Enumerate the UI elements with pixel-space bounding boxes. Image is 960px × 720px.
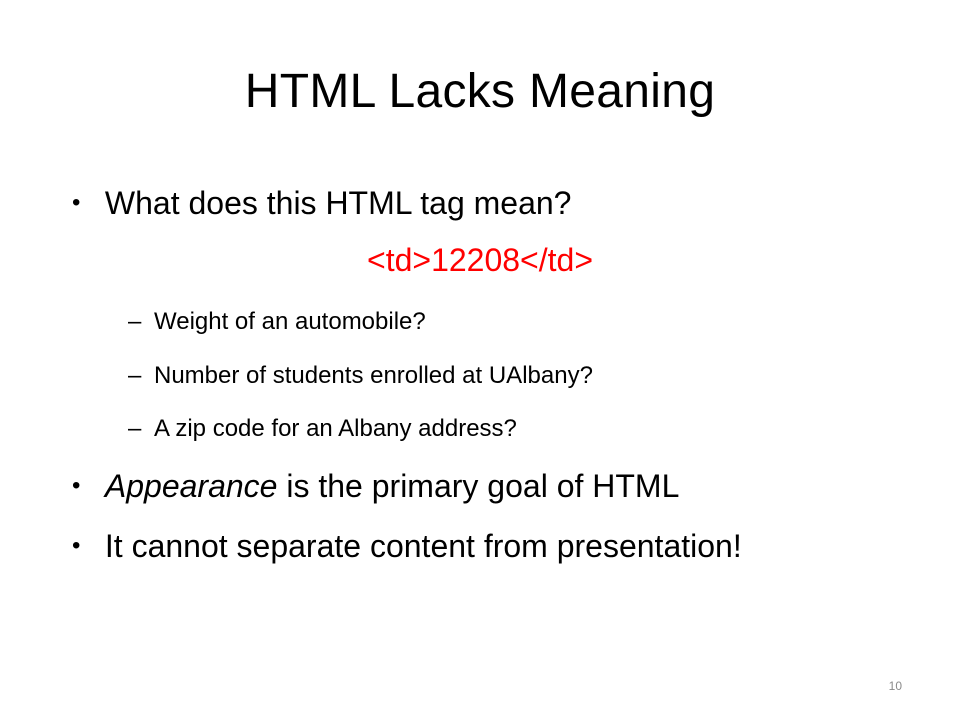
bullet-text: It cannot separate content from presentation! bbox=[104, 528, 742, 564]
dash-icon: – bbox=[128, 415, 142, 442]
bullet-text bbox=[105, 466, 679, 506]
bullet-item bbox=[72, 183, 571, 223]
code-value: 12208 bbox=[431, 242, 521, 278]
sub-bullet-text: Weight of an automobile? bbox=[154, 308, 426, 335]
dash-icon: – bbox=[128, 362, 142, 389]
dash-icon: – bbox=[128, 308, 142, 335]
code-close-tag: </td> bbox=[520, 242, 593, 278]
sub-bullet-item bbox=[128, 306, 426, 338]
bullet-text-rest: is the primary goal of HTML bbox=[277, 468, 680, 504]
emphasis-text: Appearance bbox=[104, 468, 278, 504]
sub-bullet-item bbox=[128, 360, 593, 392]
bullet-icon: • bbox=[72, 472, 81, 499]
page-number: 10 bbox=[888, 679, 902, 693]
sub-bullet-text: Number of students enrolled at UAlbany? bbox=[154, 362, 593, 389]
slide-title: HTML Lacks Meaning bbox=[244, 65, 716, 118]
sub-bullet-text: A zip code for an Albany address? bbox=[154, 415, 517, 442]
bullet-item bbox=[72, 526, 742, 566]
bullet-text: What does this HTML tag mean? bbox=[104, 185, 572, 221]
code-open-tag: <td> bbox=[367, 242, 432, 278]
bullet-icon: • bbox=[72, 189, 81, 216]
bullet-icon: • bbox=[72, 532, 81, 559]
bullet-item bbox=[72, 466, 679, 506]
sub-bullet-item bbox=[128, 413, 517, 445]
code-example bbox=[0, 240, 960, 280]
